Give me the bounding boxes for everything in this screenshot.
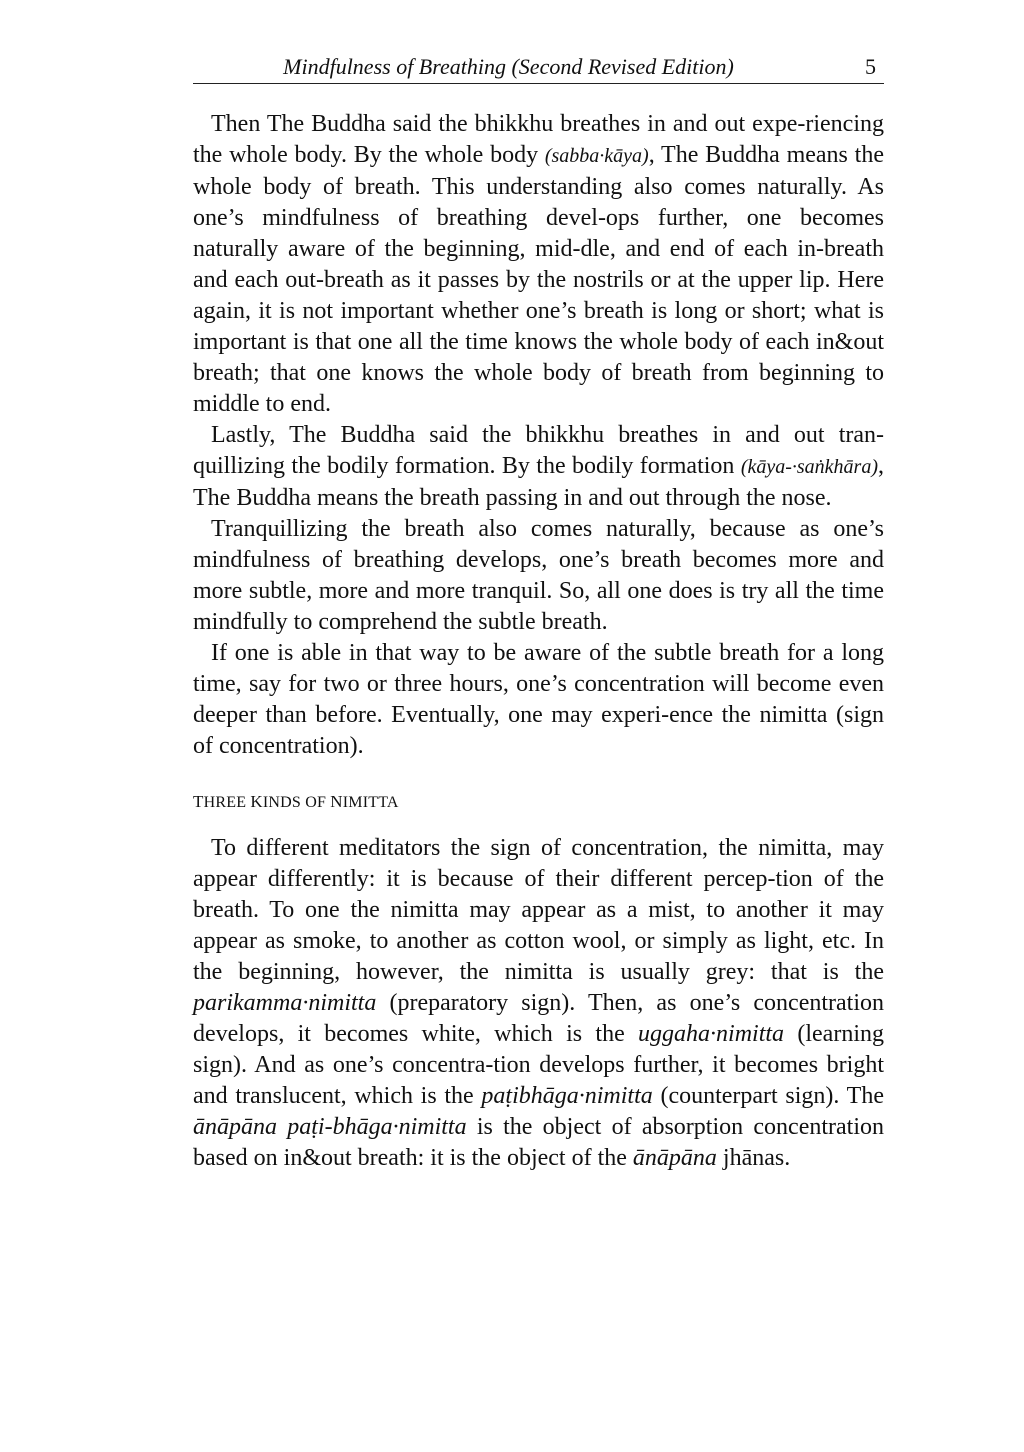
text-run: , The Buddha means the breath passing in and out through the nose. [193,453,884,511]
running-title: Mindfulness of Breathing (Second Revised Edition) [283,54,734,79]
paragraph-kinds-of-nimitta [193,833,884,1174]
heading-cap: K [250,792,263,811]
heading-text: INDS OF [262,794,331,811]
body-text [193,109,884,1174]
pali-term: paṭibhāga·nimitta [481,1083,653,1109]
paragraph-whole-body [193,109,884,420]
heading-text: HREE [203,794,251,811]
text-run: (learning sign). And as one’s concentra-tion develops further, it becomes bright and translucent, which is the [193,1021,884,1109]
text-run: (preparatory sign). Then, as one’s concentration develops, it becomes white, which is the [193,990,884,1047]
text-run: jhānas. [716,1145,791,1171]
paragraph-bodily-formation [193,420,884,514]
pali-term: uggaha·nimitta [638,1021,785,1047]
pali-term: parikamma·nimitta [193,990,377,1016]
text-run: Lastly, The Buddha said the bhikkhu breathes in and out tran-quillizing the bodily formation. By the bodily formation [193,422,884,479]
pali-term: (kāya-·saṅkhāra) [740,456,878,478]
page-number: 5 [865,54,876,79]
book-page [193,52,884,1174]
pali-term: ānāpāna [632,1145,717,1171]
text-run: is the object of absorption concentration based on in&out breath: it is the object of the [193,1114,884,1171]
running-header [193,52,884,84]
text-run: (counterpart sign). The [652,1083,884,1109]
heading-cap: N [330,792,343,811]
paragraph-tranquillizing: Tranquillizing the breath also comes naturally, because as one’s mindfulness of breathing develops, one’s breath becomes more and more subtle, more and more tranquil. So, all one does is try all the time mindfully to comprehend the subtle breath. [193,516,884,635]
heading-text: IMITTA [342,794,399,811]
text-run: Then The Buddha said the bhikkhu breathes in and out expe-riencing the whole body. By the whole body [193,111,884,168]
paragraph-nimitta-intro: If one is able in that way to be aware of the subtle breath for a long time, say for two or three hours, one’s concentration will become even deeper than before. Eventually, one may experi-ence the nimitta (sign of concentration). [193,640,884,759]
text-run: , The Buddha means the whole body of breath. This understanding also comes naturally. As one’s mindfulness of breathing devel-ops further, one becomes naturally aware of the beginning, mid-dle, and end of each in-breath and each out-breath as it passes by the nostrils or at the upper lip. Here again, it is not important whether one’s breath is long or short; what is important is that one all the time knows the whole body of each in&out breath; that one knows the whole body of breath from beginning to middle to end. [193,142,884,417]
pali-term: (sabba·kāya) [544,145,649,167]
pali-term: ānāpāna paṭi-bhāga·nimitta [193,1114,467,1140]
text-run: To different meditators the sign of concentration, the nimitta, may appear differently: it is because of their different percep-tion of the breath. To one the nimitta may appear as a mist, to another it may appear as smoke, to another as cotton wool, or simply as light, etc. In the beginning, however, the nimitta is usually grey: that is the [193,835,884,985]
heading-cap: T [193,792,204,811]
section-heading [193,792,884,813]
